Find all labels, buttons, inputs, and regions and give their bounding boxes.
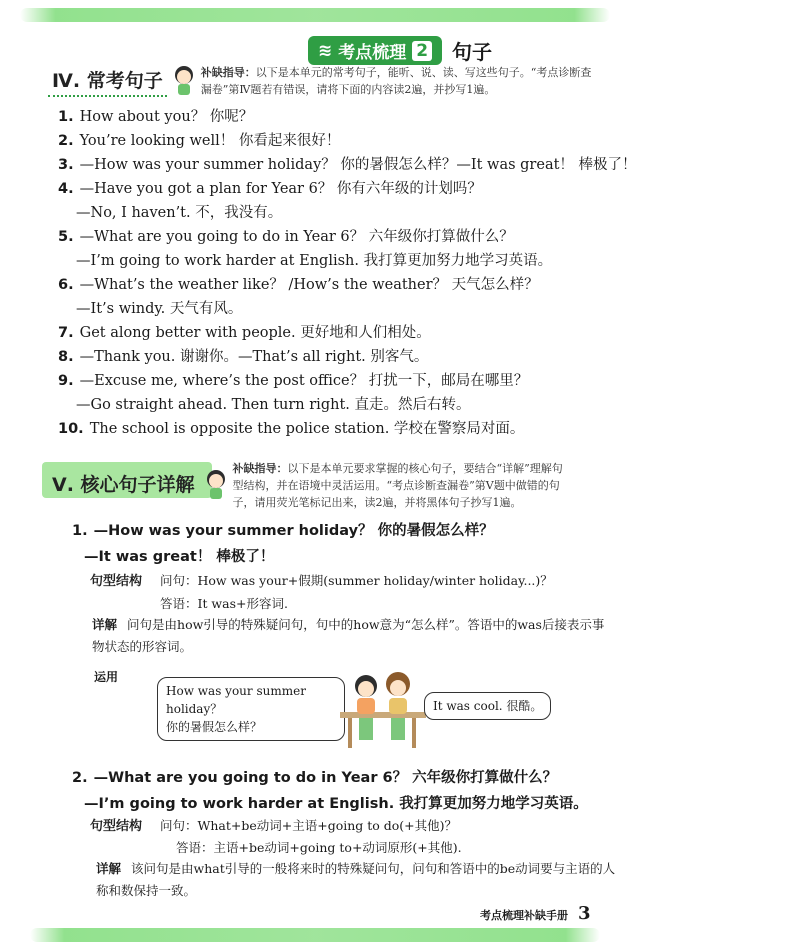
section-4-header [48, 64, 591, 98]
sentence-line [76, 299, 242, 319]
sentence-number: 5. [58, 229, 74, 245]
topic-badge [308, 36, 442, 65]
sentence-line [58, 275, 539, 295]
sentence-text: —Go straight ahead. Then turn right. 直走。然后右转。 [76, 397, 471, 413]
sentence-text: —What’s the weather like？ /How’s the weather？ 天气怎么样？ [79, 277, 539, 293]
sentence-line [58, 107, 253, 127]
sentence-line [76, 395, 471, 415]
section-4-title: Ⅳ. 常考句子 [48, 64, 167, 97]
sentence-text: —How was your summer holiday？ 你的暑假怎么样？—It was great！ 棒极了！ [79, 157, 637, 173]
section-5-header [48, 460, 563, 511]
sentence-text: —Thank you. 谢谢你。—That’s all right. 别客气。 [79, 349, 429, 365]
sentence-line [58, 323, 431, 343]
page-number: 3 [578, 903, 591, 924]
sentence-number: 1. [58, 109, 74, 125]
sentence-line [58, 131, 340, 151]
sentence-text: —It’s windy. 天气有风。 [76, 301, 243, 317]
point-2-struct-a: 答语：主语+be动词+going to+动词原形(+其他). [176, 840, 462, 855]
badge-text: 考点梳理 [338, 43, 407, 63]
sentence-number: 6. [58, 277, 74, 293]
girl-icon [203, 468, 229, 500]
girl-icon [171, 64, 197, 96]
point-2-answer: —I’m going to work harder at English. 我打算更加努力地学习英语。 [84, 796, 588, 812]
sentence-number: 8. [58, 349, 74, 365]
sentence-number: 9. [58, 373, 74, 389]
sentence-text: The school is opposite the police station. 学校在警察局对面。 [89, 421, 525, 437]
point-1-struct-q: 问句：How was your+假期(summer holiday/winter holiday...)？ [160, 573, 553, 588]
speech-bubble-left: How was your summer holiday？ 你的暑假怎么样？ [157, 677, 345, 741]
point-1-explanation: 详解 问句是由how引导的特殊疑问句，句中的how意为“怎么样”。答语中的was后接表示事物状态的形容词。 [92, 617, 605, 654]
point-2-struct-q: 问句：What+be动词+主语+going to do(+其他)？ [160, 818, 458, 833]
sentence-text: —I’m going to work harder at English. 我打算更加努力地学习英语。 [76, 253, 553, 269]
section-5-title: Ⅴ. 核心句子详解 [52, 474, 195, 496]
point-2-question: 2. —What are you going to do in Year 6？ 六年级你打算做什么？ [72, 770, 558, 786]
sentence-line [76, 203, 282, 223]
sentence-text: —What are you going to do in Year 6？ 六年级你打算做什么？ [79, 229, 514, 245]
page-title: 句子 [452, 40, 493, 64]
sentence-line [58, 347, 428, 367]
sentence-line [58, 227, 514, 247]
sentence-number: 10. [58, 421, 84, 437]
badge-number: 2 [412, 41, 432, 61]
point-1-answer: —It was great！ 棒极了！ [84, 549, 275, 565]
point-2-explanation: 详解 该问句是由what引导的一般将来时的特殊疑问句，问句和答语中的be动词要与主语的人称和数保持一致。 [96, 861, 616, 898]
sentence-text: —Have you got a plan for Year 6？ 你有六年级的计划吗？ [79, 181, 482, 197]
top-brush-stroke [20, 8, 610, 22]
bottom-brush-stroke [30, 928, 600, 942]
page-header [0, 36, 800, 65]
sentence-text: How about you？ 你呢？ [79, 109, 254, 125]
sentence-text: Get along better with people. 更好地和人们相处。 [79, 325, 431, 341]
point-2-struct-label: 句型结构 [90, 819, 143, 834]
sentence-text: —No, I haven’t. 不，我没有。 [76, 205, 283, 221]
point-1-usage-label: 运用 [94, 670, 119, 684]
sentence-number: 2. [58, 133, 74, 149]
sentence-line [58, 419, 524, 439]
point-1-struct-label: 句型结构 [90, 574, 143, 589]
sentence-text: You’re looking well！ 你看起来很好！ [79, 133, 341, 149]
sentence-line [58, 371, 528, 391]
point-1-struct-a: 答语：It was+形容词. [160, 596, 288, 611]
two-girls-illustration [338, 664, 428, 750]
section-4-guide: 补缺指导：以下是本单元的常考句子，能听、说、读、写这些句子。“考点诊断查 漏卷”第Ⅳ题若有错误，请将下面的内容读2遍，并抄写1遍。 [200, 66, 592, 96]
sentence-number: 3. [58, 157, 74, 173]
sentence-number: 7. [58, 325, 74, 341]
sentence-text: —Excuse me, where’s the post office？ 打扰一下，邮局在哪里？ [79, 373, 529, 389]
sentence-line [58, 155, 637, 175]
point-1-question: 1. —How was your summer holiday？ 你的暑假怎么样？ [72, 523, 494, 539]
section-5-guide: 补缺指导：以下是本单元要求掌握的核心句子，要结合“详解”理解句 型结构，并在语境中灵活运用。“考点诊断查漏卷”第Ⅴ题中做错的句 子，请用荧光笔标记出来，读2遍，并将黑体句子抄写1遍。 [232, 462, 563, 509]
badge-icon: ≋ [317, 40, 333, 61]
page-footer: 考点梳理补缺手册 3 [480, 903, 591, 924]
sentence-line [58, 179, 482, 199]
sentence-number: 4. [58, 181, 74, 197]
speech-bubble-right: It was cool. 很酷。 [424, 692, 551, 720]
sentence-line [76, 251, 552, 271]
